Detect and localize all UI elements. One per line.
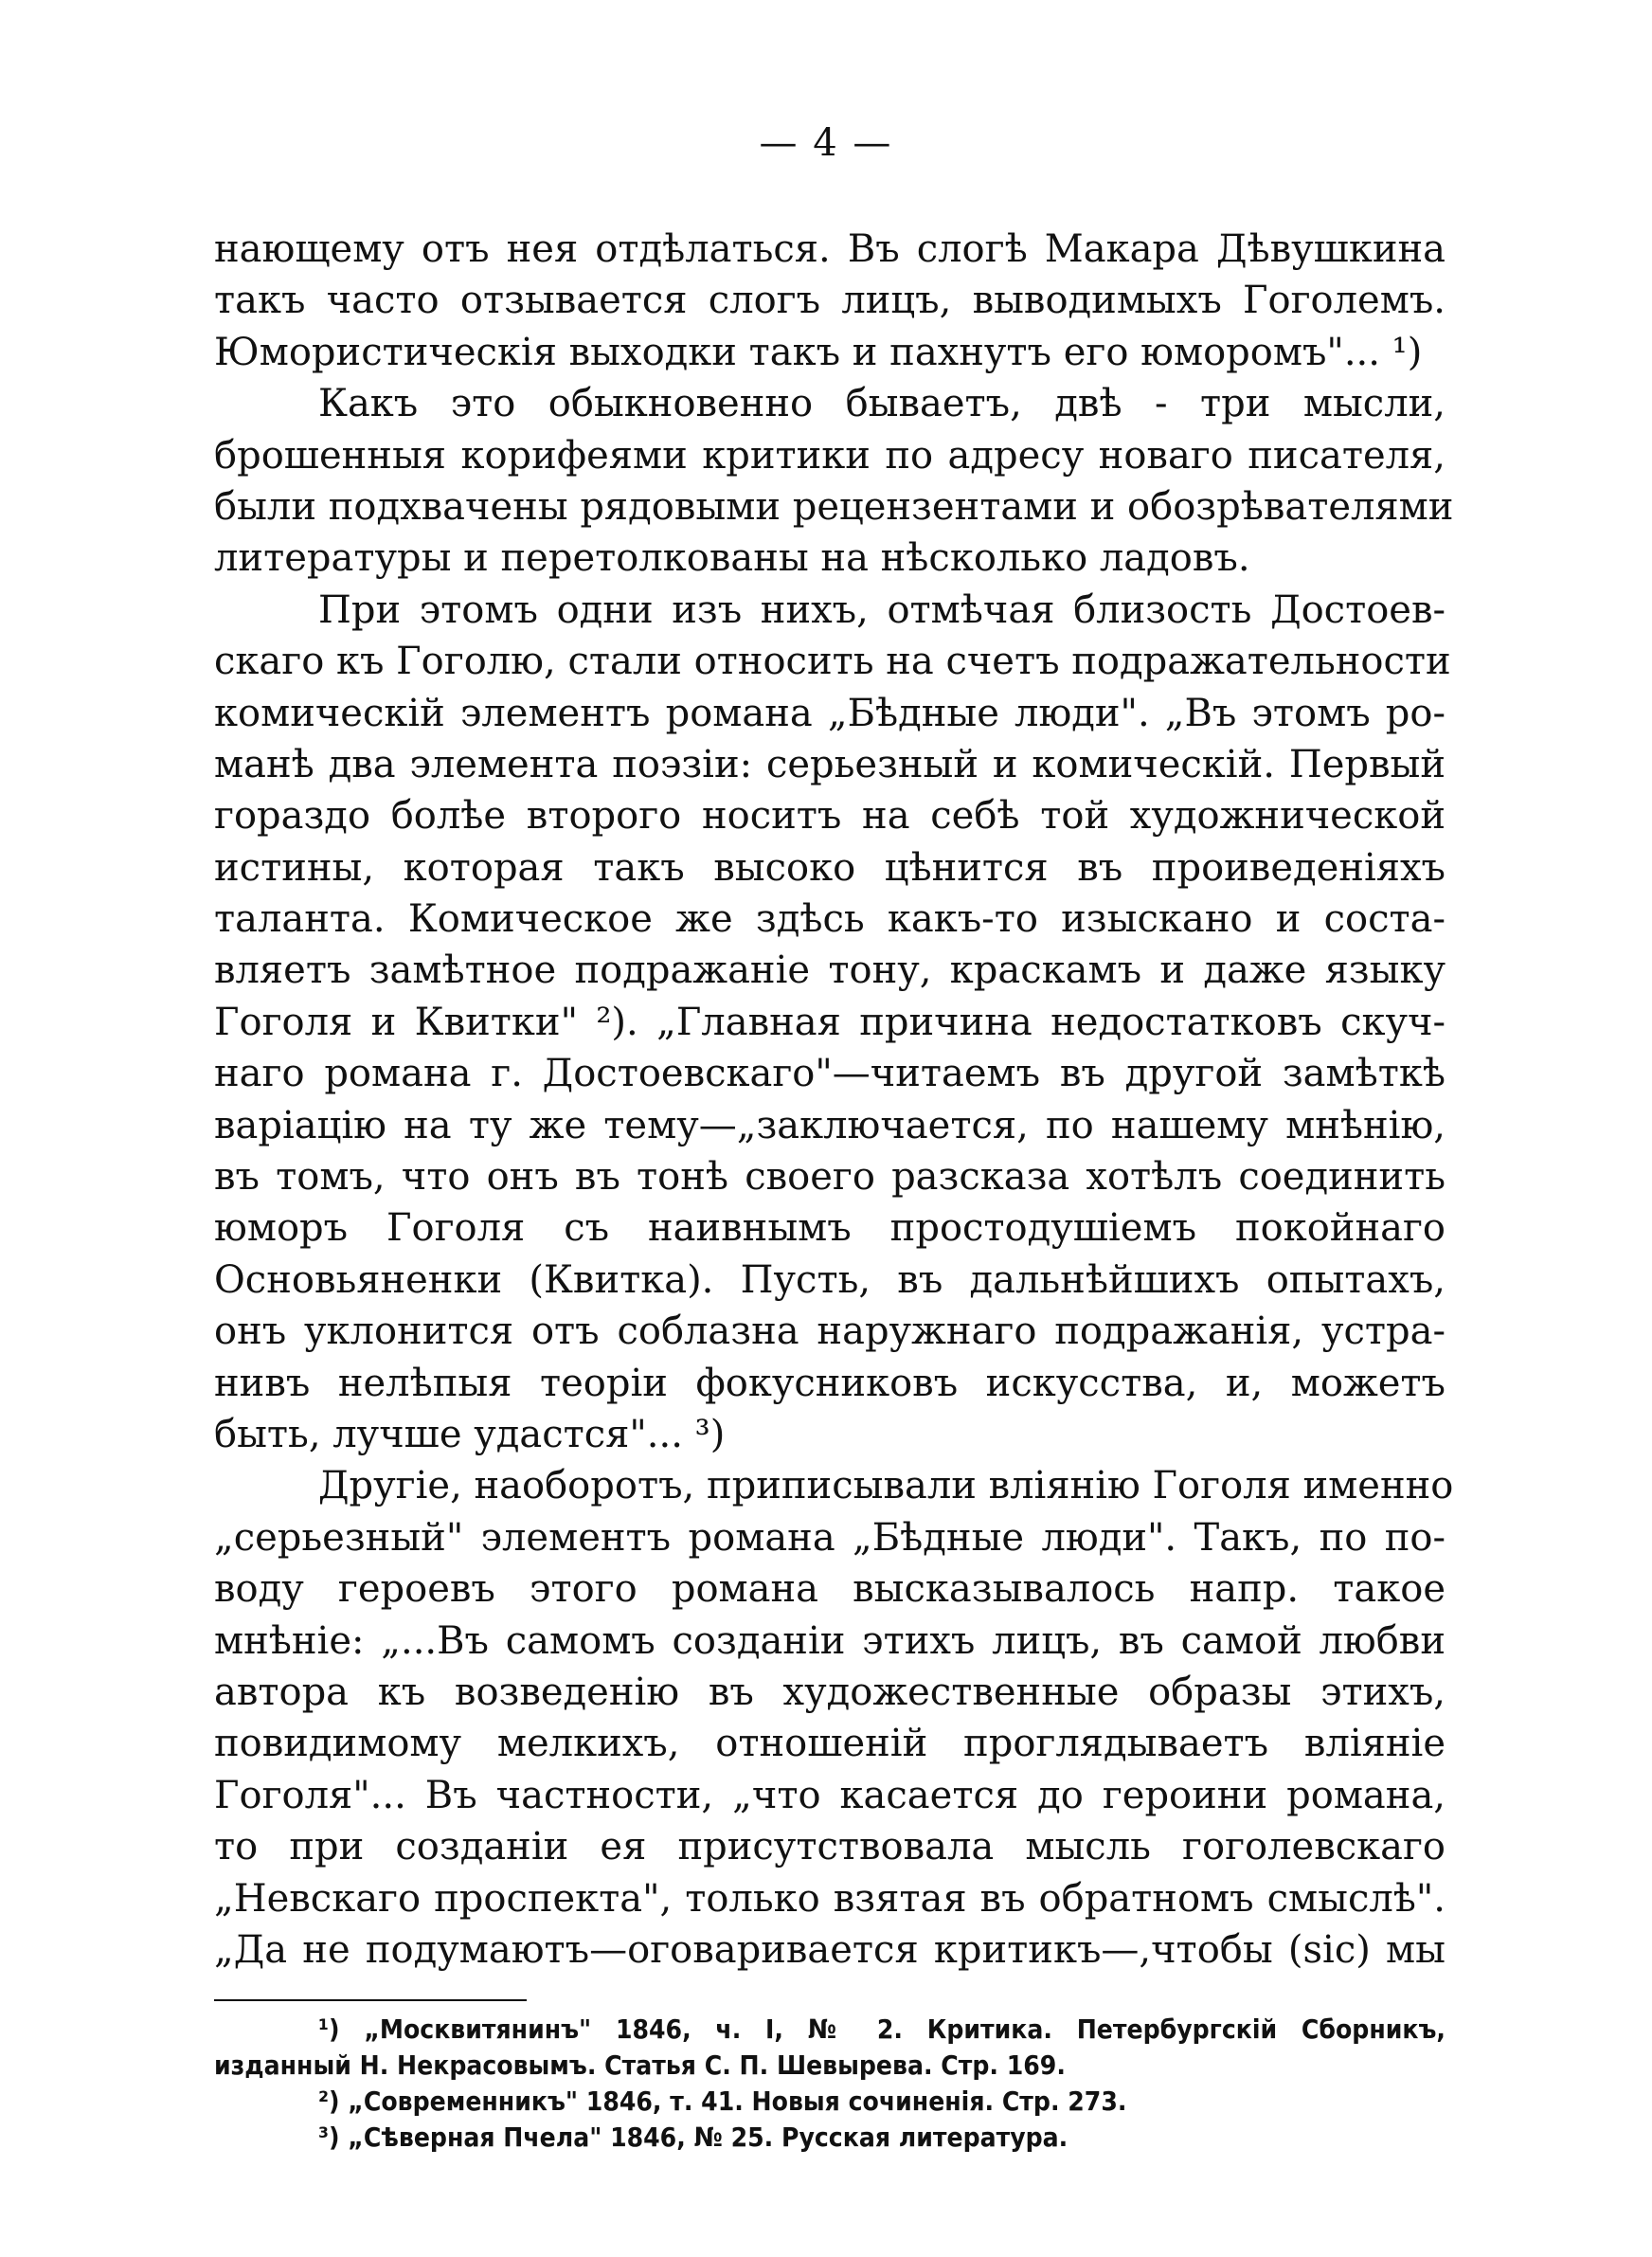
text-line: нивъ нелѣпыя теоріи фокусниковъ искусства, и, можетъ [214,1361,1446,1405]
text-line: „серьезный" элементъ романа „Бѣдные люди". Такъ, по по- [214,1515,1446,1560]
text-line: мнѣніе: „...Въ самомъ созданіи этихъ лицъ, въ самой любви [214,1618,1446,1663]
text-line: въ томъ, что онъ въ тонѣ своего разсказа хотѣлъ соединить [214,1155,1446,1200]
text-line: быть, лучше удастся"... ³) [214,1412,726,1456]
text-line: скаго къ Гоголю, стали относить на счетъ подражательности [214,640,1451,684]
page-number: — 4 — [759,121,893,165]
text-line: При этомъ одни изъ нихъ, отмѣчая близость Достоев- [318,587,1446,632]
text-line: то при созданіи ея присутствовала мысль гоголевскаго [214,1825,1446,1869]
footnote-1: ¹) „Москвитянинъ" 1846, ч. I, № 2. Критика. Петербургскій Сборникъ, [318,2013,1446,2045]
text-line: „Да не подумаютъ—оговаривается критикъ—,чтобы (sic) мы [214,1927,1446,1972]
footnote-1-continued: изданный Н. Некрасовымъ. Статья С. П. Шевырева. Стр. 169. [214,2049,1066,2081]
text-line: литературы и перетолкованы на нѣсколько ладовъ. [214,536,1250,581]
text-line: истины, которая такъ высоко цѣнится въ проиведеніяхъ [214,845,1446,890]
text-line: Гоголя и Квитки" ²). „Главная причина недостатковъ скуч- [214,1000,1446,1044]
text-line: комическій элементъ романа „Бѣдные люди". „Въ этомъ ро- [214,691,1446,735]
text-line: наго романа г. Достоевскаго"—читаемъ въ другой замѣткѣ [214,1052,1446,1096]
text-line: Основьяненки (Квитка). Пусть, въ дальнѣйшихъ опытахъ, [214,1257,1446,1302]
text-line: гораздо болѣе второго носитъ на себѣ той художнической [214,794,1446,839]
main-text [214,224,1454,1976]
text-line: вляетъ замѣтное подражаніе тону, краскамъ и даже языку [214,948,1446,993]
text-line: автора къ возведенію въ художественные образы этихъ, [214,1670,1446,1714]
text-line: Юмористическія выходки такъ и пахнутъ его юморомъ"... ¹) [214,330,1423,374]
footnote-3: ³) „Сѣверная Пчела" 1846, № 25. Русская литература. [318,2122,1068,2153]
text-line: такъ часто отзывается слогъ лицъ, выводимыхъ Гоголемъ. [214,279,1446,323]
text-line: „Невскаго проспекта", только взятая въ обратномъ смыслѣ". [214,1876,1446,1921]
footnotes [214,2012,1446,2156]
text-line: варіацію на ту же тему—„заключается, по нашему мнѣнію, [214,1103,1446,1147]
text-line: были подхвачены рядовыми рецензентами и обозрѣвателями [214,484,1454,529]
text-line: Гоголя"... Въ частности, „что касается до героини романа, [214,1773,1446,1817]
text-line: нающему отъ нея отдѣлаться. Въ слогѣ Макара Дѣвушкина [214,227,1446,271]
footnote-divider [214,1999,527,2001]
text-line: Другіе, наоборотъ, приписывали вліянію Гоголя именно [318,1464,1454,1508]
text-line: повидимому мелкихъ, отношеній проглядываетъ вліяніе [214,1722,1446,1766]
text-line: юморъ Гоголя съ наивнымъ простодушіемъ покойнаго [214,1206,1446,1251]
text-line: брошенныя корифеями критики по адресу новаго писателя, [214,433,1446,478]
footnote-2: ²) „Современникъ" 1846, т. 41. Новыя сочиненія. Стр. 273. [318,2085,1127,2117]
text-line: онъ уклонится отъ соблазна наружнаго подражанія, устра- [214,1309,1446,1354]
text-line: воду героевъ этого романа высказывалось напр. такое [214,1567,1446,1612]
text-line: таланта. Комическое же здѣсь какъ-то изыскано и соста- [214,897,1446,942]
text-line: Какъ это обыкновенно бываетъ, двѣ - три мысли, [318,382,1446,426]
text-line: манѣ два элемента поэзіи: серьезный и комическій. Первый [214,742,1446,786]
